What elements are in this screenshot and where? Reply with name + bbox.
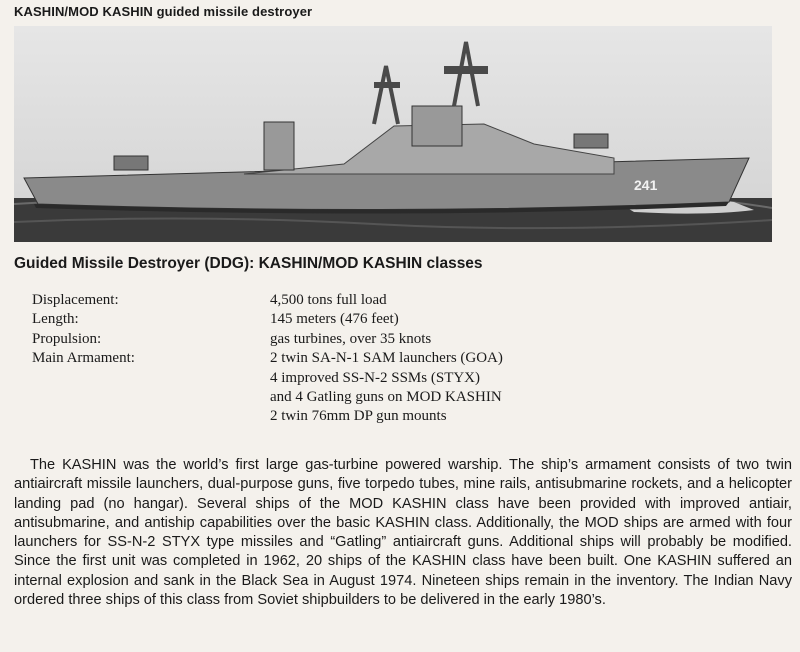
section-heading: Guided Missile Destroyer (DDG): KASHIN/MOD KASHIN classes [14,255,483,272]
spec-value: 2 twin SA-N-1 SAM launchers (GOA) [270,350,503,367]
spec-value: 4,500 tons full load [270,292,387,308]
spec-label: Displacement: [32,292,119,308]
mast [374,66,398,124]
spec-value: 145 meters (476 feet) [270,311,399,328]
spec-values [270,310,399,329]
spec-row [32,330,503,349]
funnel [264,122,294,170]
radar-array [444,66,488,74]
spec-row [32,291,503,310]
body-paragraph: The KASHIN was the world’s first large gas-turbine powered warship. The ship’s armament consists of two twin antiaircraft missile launchers, dual-purpose guns, five torpedo tubes, mine rails, antisubmarine rockets, and a helicopter landing pad (no hangar). Several ships of the MOD KASHIN class have been provided with improved antiair, antisubmarine, and antiship capabilities over the basic KASHIN class. Additionally, the MOD ships are armed with four launchers for SS-N-2 STYX type missiles and “Gatling” antiaircraft guns. Additional ships will probably be modified. Since the first unit was completed in 1962, 20 ships of the KASHIN class have been built. One KASHIN suffered an internal explosion and sank in the Black Sea in August 1974. Nineteen ships remain in the inventory. The Indian Navy ordered three ships of this class from Soviet shipbuilders to be delivered in the early 1980’s. [14,457,792,609]
gun-mount [574,134,608,148]
ship-photo [14,26,772,242]
spec-label: Main Armament: [32,350,135,367]
spec-table [32,291,503,427]
gun-mount [114,156,148,170]
spec-values [270,291,387,310]
spec-value: 2 twin 76mm DP gun mounts [270,408,447,425]
spec-row [32,349,503,427]
spec-label: Length: [32,311,79,328]
destroyer-illustration [14,26,772,242]
hull-number: 241 [634,177,658,193]
spec-values [270,349,503,427]
spec-label: Propulsion: [32,330,102,347]
spec-value: and 4 Gatling guns on MOD KASHIN [270,389,502,406]
spec-value: 4 improved SS-N-2 SSMs (STYX) [270,369,481,386]
spec-row [32,310,503,329]
spec-values [270,330,431,349]
radar-array [374,82,400,88]
funnel [412,106,462,146]
photo-caption: KASHIN/MOD KASHIN guided missile destroyer [14,4,313,19]
spec-value: gas turbines, over 35 knots [270,330,432,347]
